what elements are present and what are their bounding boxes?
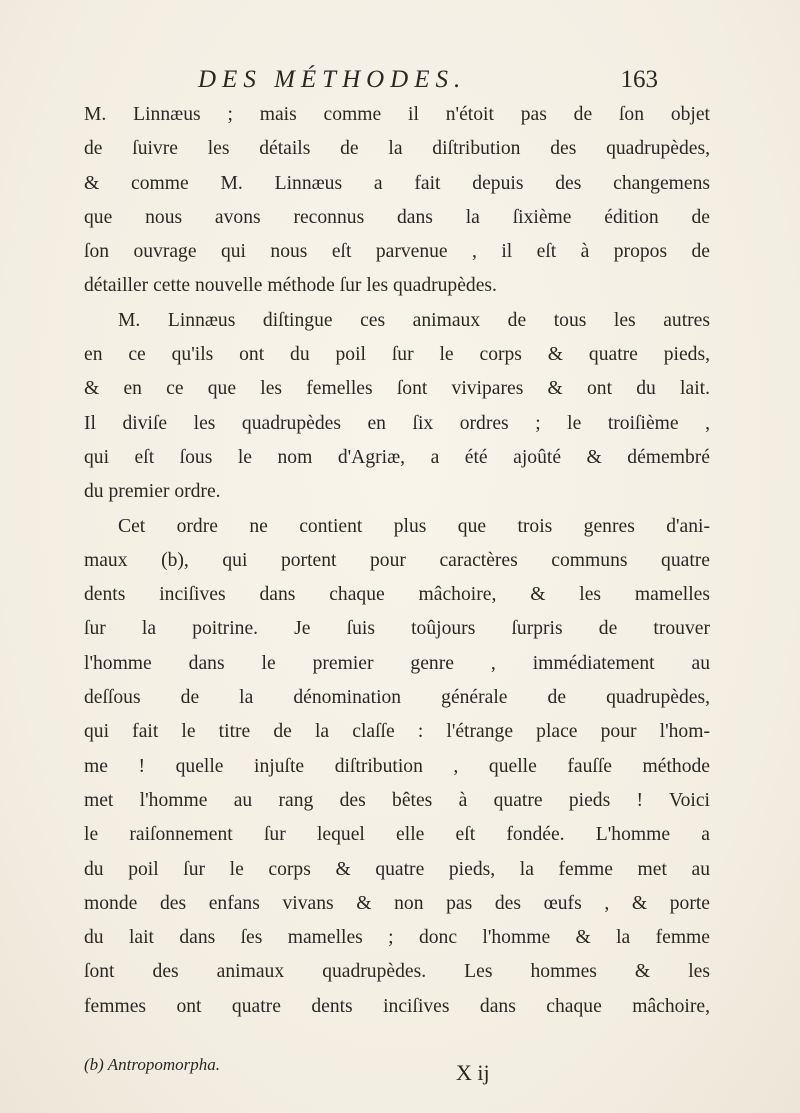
text-line: met l'homme au rang des bêtes à quatre pieds ! Voici	[84, 789, 710, 811]
text-line: M. Linnæus ; mais comme il n'étoit pas de ſon objet	[84, 104, 710, 125]
text-line: du premier ordre.	[84, 481, 221, 503]
text-line: le raiſonnement ſur lequel elle eſt fondée. L'homme a	[84, 824, 710, 846]
text-line: deſſous de la dénomination générale de quadrupèdes,	[84, 687, 710, 709]
text-line: & comme M. Linnæus a fait depuis des changemens	[84, 172, 710, 194]
text-line: qui eſt ſous le nom d'Agriæ, a été ajoûté & démembré	[84, 446, 710, 468]
text-line: M. Linnæus diſtingue ces animaux de tous les autres	[118, 309, 710, 331]
text-line: & en ce que les femelles ſont vivipares & ont du lait.	[84, 378, 710, 400]
text-line: qui fait le titre de la claſſe : l'étrange place pour l'hom-	[84, 721, 710, 743]
footnote: (b) Antropomorpha.	[84, 1055, 220, 1074]
text-line: maux (b), qui portent pour caractères communs quatre	[84, 549, 710, 571]
text-line: dents inciſives dans chaque mâchoire, & les mamelles	[84, 584, 710, 606]
text-line: détailler cette nouvelle méthode ſur les quadrupèdes.	[84, 275, 497, 297]
text-line: ſon ouvrage qui nous eſt parvenue , il eſt à propos de	[84, 241, 710, 263]
text-line: me ! quelle injuſte diſtribution , quelle fauſſe méthode	[84, 755, 710, 777]
signature-mark: X ij	[456, 1060, 490, 1085]
text-line: Il diviſe les quadrupèdes en ſix ordres ; le troiſième ,	[84, 412, 710, 434]
text-line: ſur la poitrine. Je ſuis toûjours ſurpris de trouver	[84, 618, 710, 640]
running-title: DES MÉTHODES.	[198, 66, 467, 93]
text-line: ſont des animaux quadrupèdes. Les hommes & les	[84, 961, 710, 983]
text-line: du lait dans ſes mamelles ; donc l'homme & la femme	[84, 927, 710, 949]
text-line: du poil ſur le corps & quatre pieds, la femme met au	[84, 858, 710, 880]
text-line: l'homme dans le premier genre , immédiatement au	[84, 652, 710, 674]
text-line: en ce qu'ils ont du poil ſur le corps & quatre pieds,	[84, 344, 710, 366]
page-header	[198, 66, 658, 100]
text-line: que nous avons reconnus dans la ſixième édition de	[84, 206, 710, 228]
text-line: de ſuivre les détails de la diſtribution des quadrupèdes,	[84, 138, 710, 160]
text-line: monde des enfans vivans & non pas des œufs , & porte	[84, 892, 710, 914]
body-text	[84, 98, 710, 1024]
page-number: 163	[620, 66, 658, 93]
text-line: Cet ordre ne contient plus que trois genres d'ani-	[118, 515, 710, 537]
text-line: femmes ont quatre dents inciſives dans chaque mâchoire,	[84, 995, 710, 1017]
